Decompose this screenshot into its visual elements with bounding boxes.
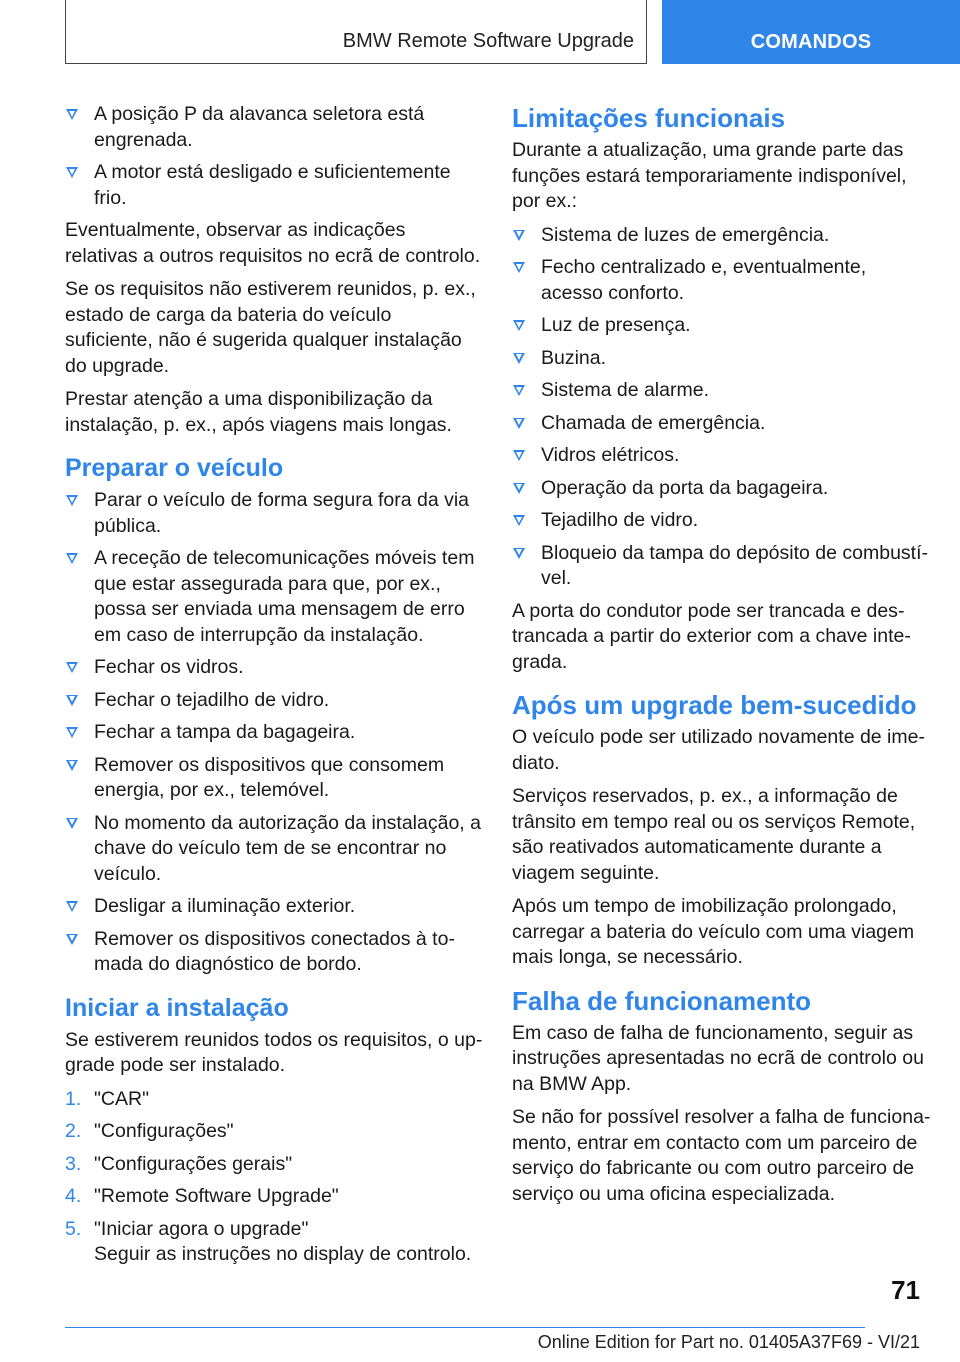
section-heading: Iniciar a instalação: [65, 993, 289, 1022]
triangle-bullet-icon: [513, 353, 525, 364]
list-item: Sistema de luzes de emergência.: [512, 223, 932, 249]
paragraph: Durante a atualização, uma grande parte das funções estará temporariamente indisponível, por ex.:: [512, 139, 907, 212]
section-heading: Preparar o veículo: [65, 454, 284, 482]
list-item: A receção de telecomunicações móveis tem que estar assegurada para que, por ex., possa ser enviada uma mensagem de erro em caso de interrupção da instalação.: [65, 546, 483, 648]
step-number: 2.: [65, 1120, 82, 1142]
right-column: [512, 102, 932, 1215]
header-title-box: [65, 0, 647, 64]
list-item: Fechar o tejadilho de vidro.: [65, 688, 483, 714]
section-heading: Limitações funcionais: [512, 103, 786, 133]
preparation-list: [65, 488, 483, 978]
triangle-bullet-icon: [513, 418, 525, 429]
paragraph: Serviços reservados, p. ex., a informação de trânsito em tempo real ou os serviços Remote, são reativados automaticamente durante a viagem seguinte.: [512, 785, 916, 884]
section-tab-label: COMANDOS: [750, 31, 872, 53]
list-item: Chamada de emergência.: [512, 411, 932, 437]
paragraph: Eventualmente, observar as indicações relativas a outros requisitos no ecrã de controlo.: [65, 219, 481, 267]
list-item: Luz de presença.: [512, 313, 932, 339]
paragraph: Prestar atenção a uma disponibilização da instalação, p. ex., após viagens mais longas.: [65, 388, 452, 436]
triangle-bullet-icon: [66, 495, 78, 506]
limitations-list: [512, 223, 932, 592]
triangle-bullet-icon: [66, 934, 78, 945]
paragraph: A porta do condutor pode ser trancada e destrancada a partir do exterior com a chave integrada.: [512, 599, 911, 673]
list-item: Remover os dispositivos conectados à tomada do diagnóstico de bordo.: [65, 927, 483, 978]
triangle-bullet-icon: [66, 901, 78, 912]
list-item: A motor está desligado e suficientemente frio.: [65, 160, 483, 211]
step-item: 5. "Iniciar agora o upgrade" Seguir as instruções no display de controlo.: [65, 1217, 483, 1268]
step-number: 3.: [65, 1152, 82, 1175]
list-item: No momento da autorização da instalação, a chave do veículo tem de se encontrar no veículo.: [65, 811, 483, 888]
triangle-bullet-icon: [513, 515, 525, 526]
installation-steps: [65, 1087, 483, 1268]
triangle-bullet-icon: [513, 548, 525, 559]
triangle-bullet-icon: [66, 109, 78, 120]
step-item: 2. "Configurações": [65, 1119, 483, 1145]
paragraph: Se não for possível resolver a falha de funcionamento, entrar em contacto com um parceiro de serviço do fabricante ou com outro parceiro de serviço ou uma oficina especializada.: [512, 1106, 931, 1205]
footer-edition: Online Edition for Part no. 01405A37F69 - VI/21: [537, 1332, 920, 1352]
triangle-bullet-icon: [66, 818, 78, 829]
paragraph: Se os requisitos não estiverem reunidos, p. ex., estado de carga da bateria do veículo suficiente, não é sugerida qualquer instalação do upgrade.: [65, 278, 476, 377]
requirements-list: [65, 102, 483, 211]
paragraph: Após um tempo de imobilização prolongado, carregar a bateria do veículo com uma viagem mais longa, se necessário.: [512, 895, 915, 968]
list-item: A posição P da alavanca seletora está engrenada.: [65, 102, 483, 153]
step-number: 1.: [65, 1087, 82, 1110]
paragraph: Em caso de falha de funcionamento, seguir as instruções apresentadas no ecrã de controlo ou na BMW App.: [512, 1021, 924, 1095]
left-column: [65, 102, 483, 1275]
step-number: 4.: [65, 1185, 82, 1207]
step-number: 5.: [65, 1217, 82, 1240]
triangle-bullet-icon: [66, 695, 78, 706]
step-item: 1. "CAR": [65, 1087, 483, 1113]
section-tab[interactable]: [662, 0, 960, 64]
triangle-bullet-icon: [66, 727, 78, 738]
list-item: Fecho centralizado e, eventualmente, acesso conforto.: [512, 255, 932, 306]
list-item: Vidros elétricos.: [512, 443, 932, 469]
list-item: Desligar a iluminação exterior.: [65, 894, 483, 920]
list-item: Remover os dispositivos que consomem energia, por ex., telemóvel.: [65, 753, 483, 804]
list-item: Tejadilho de vidro.: [512, 508, 932, 534]
step-item: 4. "Remote Software Upgrade": [65, 1184, 483, 1210]
triangle-bullet-icon: [513, 450, 525, 461]
triangle-bullet-icon: [66, 760, 78, 771]
triangle-bullet-icon: [513, 320, 525, 331]
list-item: Parar o veículo de forma segura fora da via pública.: [65, 488, 483, 539]
list-item: Fechar os vidros.: [65, 655, 483, 681]
step-note: Seguir as instruções no display de controlo.: [94, 1243, 472, 1265]
page-number: 71: [891, 1275, 920, 1305]
footer-divider: [65, 1327, 865, 1328]
list-item: Bloqueio da tampa do depósito de combustível.: [512, 541, 932, 592]
step-item: 3. "Configurações gerais": [65, 1152, 483, 1178]
paragraph: O veículo pode ser utilizado novamente de imediato.: [512, 726, 925, 774]
triangle-bullet-icon: [513, 262, 525, 273]
header-title: BMW Remote Software Upgrade: [342, 30, 634, 52]
triangle-bullet-icon: [66, 167, 78, 178]
section-heading: Após um upgrade bem-sucedido: [512, 690, 917, 720]
section-heading: Falha de funcionamento: [512, 985, 812, 1016]
triangle-bullet-icon: [66, 662, 78, 673]
paragraph: Se estiverem reunidos todos os requisitos, o upgrade pode ser instalado.: [65, 1028, 483, 1076]
list-item: Buzina.: [512, 346, 932, 372]
list-item: Sistema de alarme.: [512, 378, 932, 404]
triangle-bullet-icon: [513, 230, 525, 241]
triangle-bullet-icon: [513, 385, 525, 396]
list-item: Operação da porta da bagageira.: [512, 476, 932, 502]
triangle-bullet-icon: [513, 483, 525, 494]
triangle-bullet-icon: [66, 553, 78, 564]
list-item: Fechar a tampa da bagageira.: [65, 720, 483, 746]
